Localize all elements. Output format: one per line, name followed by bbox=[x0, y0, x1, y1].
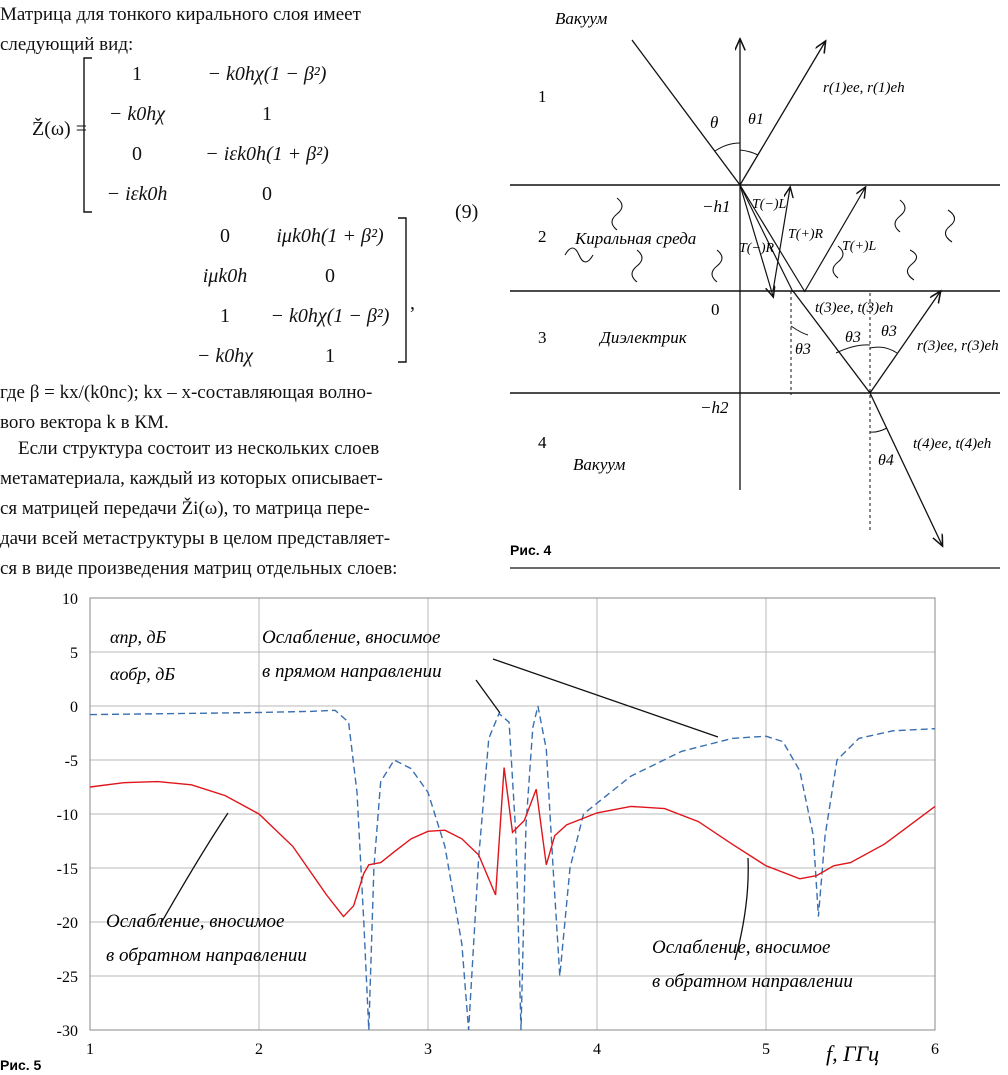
label-theta3-b: θ3 bbox=[845, 329, 861, 346]
y-tick-label: 5 bbox=[70, 645, 78, 662]
annotation-forward-1: Ослабление, вносимое bbox=[262, 627, 441, 648]
incident-ray bbox=[632, 40, 740, 185]
x-tick-label: 5 bbox=[762, 1041, 770, 1058]
label-t3: t(3)ee, t(3)eh bbox=[815, 300, 894, 316]
layer-number-3: 3 bbox=[538, 328, 547, 347]
figure-5-chart bbox=[0, 585, 1008, 1075]
label-chiral: Киральная среда bbox=[575, 229, 697, 248]
y-tick-label: -30 bbox=[56, 1023, 78, 1040]
annotation-backward-right-2: в обратном направлении bbox=[652, 971, 853, 992]
matrix-cell: 0 bbox=[220, 225, 230, 247]
y-tick-label: 10 bbox=[62, 591, 78, 608]
text-line: метаматериала, каждый из которых описывает- bbox=[0, 468, 383, 489]
matrix-cell: − iεk0h bbox=[106, 183, 168, 205]
label-tr-plus: T(+)R bbox=[788, 227, 824, 242]
matrix-cell: 1 bbox=[262, 103, 272, 125]
label-theta3-c: θ3 bbox=[881, 323, 897, 340]
matrix-cell: − iεk0h(1 + β²) bbox=[205, 143, 329, 165]
layer-number-4: 4 bbox=[538, 433, 547, 452]
label-dielectric: Диэлектрик bbox=[600, 328, 687, 347]
x-tick-label: 6 bbox=[931, 1041, 939, 1058]
label-vacuum-top: Вакуум bbox=[555, 9, 608, 28]
label-vacuum-bottom: Вакуум bbox=[573, 455, 626, 474]
matrix-cell: 1 bbox=[220, 305, 230, 327]
layer-number-1: 1 bbox=[538, 87, 547, 106]
matrix-cell: 0 bbox=[132, 143, 142, 165]
x-tick-label: 1 bbox=[86, 1041, 94, 1058]
label-tl-minus: T(−)L bbox=[752, 197, 787, 212]
text-line: ся матрицей передачи Ži(ω), то матрица пере- bbox=[0, 498, 370, 519]
label-tl-plus: T(+)L bbox=[842, 239, 877, 254]
label-r3: r(3)ee, r(3)eh bbox=[917, 338, 999, 354]
text-line: Если структура состоит из нескольких слоев bbox=[18, 438, 380, 459]
label-theta4: θ4 bbox=[878, 452, 894, 469]
annotation-backward-left-2: в обратном направлении bbox=[106, 945, 307, 966]
text-line: ся в виде произведения матриц отдельных слоев: bbox=[0, 558, 398, 579]
y-tick-label: 0 bbox=[70, 699, 78, 716]
matrix-cell: iμk0h bbox=[202, 265, 248, 287]
text-line: вого вектора k в КМ. bbox=[0, 412, 169, 433]
leader-forward-2 bbox=[493, 659, 718, 737]
matrix-cell: 0 bbox=[325, 265, 335, 287]
matrix-cell: − k0hχ bbox=[108, 103, 166, 125]
matrix-comma: , bbox=[410, 292, 415, 314]
y-tick-label: -10 bbox=[56, 807, 78, 824]
label-theta1: θ1 bbox=[748, 111, 764, 128]
equation-number: (9) bbox=[455, 201, 479, 223]
matrix-cell: 1 bbox=[325, 345, 335, 367]
y-label-forward: αпр, дБ bbox=[110, 627, 167, 647]
layer-number-2: 2 bbox=[538, 227, 547, 246]
matrix-cell: − k0hχ bbox=[196, 345, 254, 367]
y-tick-label: -25 bbox=[56, 969, 78, 986]
paragraph-definitions bbox=[0, 378, 486, 438]
text-line: дачи всей метаструктуры в целом представляет- bbox=[0, 528, 391, 549]
label-tr-minus: T(−)R bbox=[739, 241, 775, 256]
series-backward-line bbox=[90, 768, 935, 917]
y-tick-label: -5 bbox=[64, 753, 78, 770]
matrix-lhs: Ž(ω) = bbox=[32, 118, 87, 140]
leader-forward-1 bbox=[476, 680, 500, 713]
label-zero: 0 bbox=[711, 300, 720, 319]
label-h1: −h1 bbox=[702, 197, 731, 216]
matrix-cell: 0 bbox=[262, 183, 272, 205]
x-tick-label: 3 bbox=[424, 1041, 432, 1058]
figure-4-diagram bbox=[505, 0, 1005, 585]
matrix-cell: − k0hχ(1 − β²) bbox=[270, 305, 390, 327]
label-h2: −h2 bbox=[700, 398, 729, 417]
annotation-forward-2: в прямом направлении bbox=[262, 661, 442, 682]
text-line: Матрица для тонкого кирального слоя имеет bbox=[0, 4, 361, 25]
annotation-backward-left-1: Ослабление, вносимое bbox=[106, 911, 285, 932]
figure-4-caption: Рис. 4 bbox=[510, 542, 552, 558]
matrix-cell: 1 bbox=[132, 63, 142, 85]
y-tick-label: -15 bbox=[56, 861, 78, 878]
label-theta3-a: θ3 bbox=[795, 341, 811, 358]
leader-backward-left bbox=[160, 813, 228, 925]
label-theta: θ bbox=[710, 113, 719, 132]
y-label-backward: αобр, дБ bbox=[110, 664, 175, 684]
paragraph-multilayer bbox=[0, 434, 486, 584]
label-t4: t(4)ee, t(4)eh bbox=[913, 436, 992, 452]
text-line: где β = kx/(k0nc); kx – x-составляющая волно- bbox=[0, 382, 373, 403]
matrix-cell: iμk0h(1 + β²) bbox=[276, 225, 384, 247]
x-axis-label: f, ГГц bbox=[826, 1041, 880, 1066]
x-tick-label: 4 bbox=[593, 1041, 601, 1058]
transmitted-ray-4 bbox=[870, 393, 942, 545]
figure-5-caption: Рис. 5 bbox=[0, 1057, 42, 1073]
text-line: следующий вид: bbox=[0, 34, 134, 55]
matrix-cell: − k0hχ(1 − β²) bbox=[207, 63, 327, 85]
x-tick-label: 2 bbox=[255, 1041, 263, 1058]
annotation-backward-right-1: Ослабление, вносимое bbox=[652, 937, 831, 958]
label-r1: r(1)ee, r(1)eh bbox=[823, 80, 905, 96]
y-tick-label: -20 bbox=[56, 915, 78, 932]
